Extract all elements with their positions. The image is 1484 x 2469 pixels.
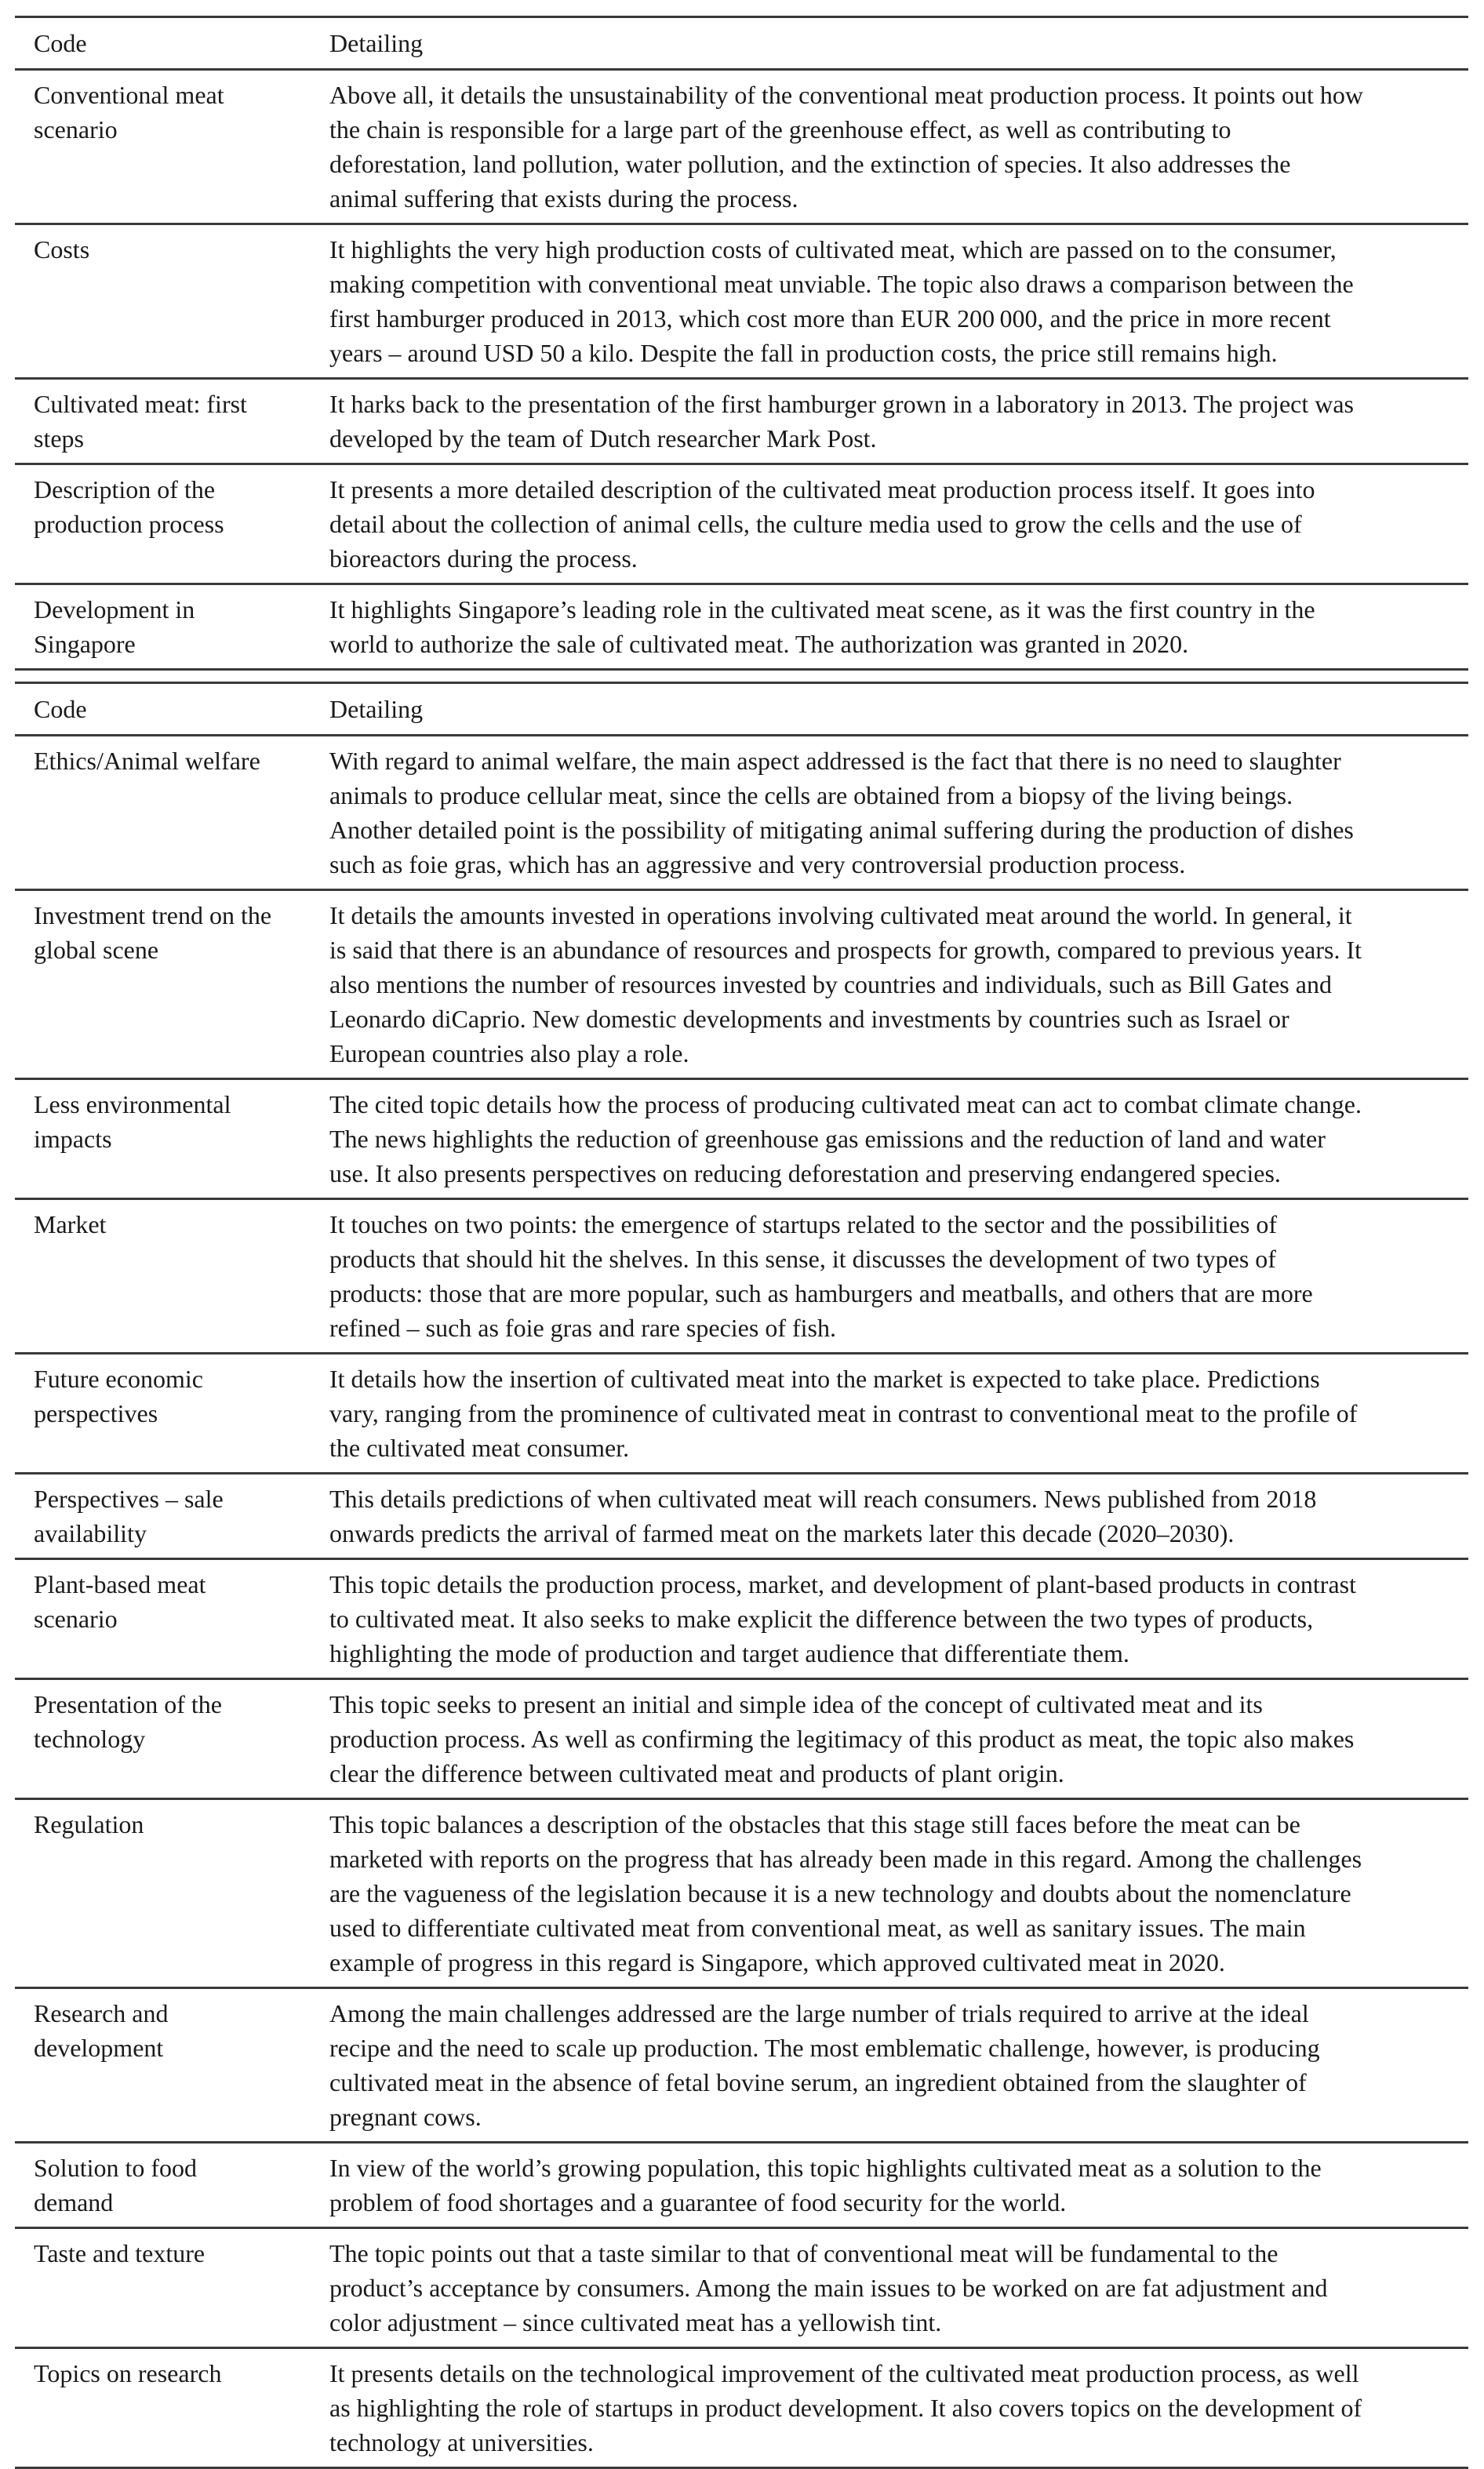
code-line: Development in	[34, 595, 195, 624]
code-cell	[15, 592, 329, 661]
code-cell	[15, 1567, 329, 1671]
code-line: perspectives	[34, 1399, 158, 1427]
code-line: Investment trend on the	[34, 901, 272, 929]
code-line: Research and	[34, 1999, 169, 2027]
table-row	[15, 1472, 1468, 1558]
detailing-line: recipe and the need to scale up production. The most emblematic challenge, however, is producing	[329, 2034, 1320, 2062]
detailing-cell	[329, 2151, 1468, 2220]
code-line: Description of the	[34, 475, 216, 504]
detailing-line: It harks back to the presentation of the first hamburger grown in a laboratory in 2013. The project was	[329, 390, 1354, 418]
detailing-cell	[329, 1807, 1468, 1980]
code-line: Singapore	[34, 630, 136, 658]
detailing-line: refined – such as foie gras and rare species of fish.	[329, 1314, 836, 1342]
table-row	[15, 889, 1468, 1078]
code-cell	[15, 1207, 329, 1345]
code-line: Plant-based meat	[34, 1570, 206, 1598]
table-row	[15, 2141, 1468, 2227]
code-cell	[15, 1996, 329, 2134]
detailing-line: cultivated meat in the absence of fetal bovine serum, an ingredient obtained from the slaughter of	[329, 2068, 1307, 2096]
code-line: scenario	[34, 115, 118, 144]
code-line: development	[34, 2034, 164, 2062]
detailing-line: production process. As well as confirming the legitimacy of this product as meat, the topic also makes	[329, 1725, 1355, 1753]
detailing-cell	[329, 232, 1468, 370]
table-row	[15, 1798, 1468, 1987]
detailing-line: to cultivated meat. It also seeks to make explicit the difference between the two types of products,	[329, 1605, 1314, 1633]
table-row	[15, 1987, 1468, 2141]
code-line: Cultivated meat: first	[34, 390, 247, 418]
code-cell	[15, 2356, 329, 2460]
code-line: Conventional meat	[34, 81, 224, 109]
table-row	[15, 463, 1468, 583]
detailing-line: is said that there is an abundance of resources and prospects for growth, compared to previous years. It	[329, 936, 1362, 964]
detailing-cell	[329, 898, 1468, 1071]
detailing-line: This topic seeks to present an initial and simple idea of the concept of cultivated meat and its	[329, 1690, 1263, 1718]
code-line: Market	[34, 1210, 107, 1238]
detailing-line: This details predictions of when cultivated meat will reach consumers. News published from 2018	[329, 1485, 1317, 1513]
detailing-line: European countries also play a role.	[329, 1039, 689, 1067]
detailing-line: It touches on two points: the emergence of startups related to the sector and the possibilities of	[329, 1210, 1277, 1238]
detailing-line: marketed with reports on the progress that has already been made in this regard. Among the challenges	[329, 1845, 1362, 1873]
detailing-line: It highlights the very high production costs of cultivated meat, which are passed on to the consumer,	[329, 235, 1337, 264]
detailing-line: used to differentiate cultivated meat from conventional meat, as well as sanitary issues. The main	[329, 1914, 1306, 1942]
code-cell	[15, 1362, 329, 1465]
code-line: Perspectives – sale	[34, 1485, 224, 1513]
detailing-line: It highlights Singapore’s leading role in the cultivated meat scene, as it was the first country in the	[329, 595, 1315, 624]
detailing-cell	[329, 1567, 1468, 1671]
detailing-cell	[329, 472, 1468, 576]
detailing-line: world to authorize the sale of cultivated meat. The authorization was granted in 2020.	[329, 630, 1189, 658]
detailing-line: The cited topic details how the process of producing cultivated meat can act to combat climate change.	[329, 1090, 1362, 1118]
code-cell	[15, 232, 329, 370]
code-cell	[15, 1687, 329, 1791]
table-row	[15, 377, 1468, 463]
detailing-line: It presents a more detailed description of the cultivated meat production process itself. It goes into	[329, 475, 1315, 504]
detailing-line: deforestation, land pollution, water pollution, and the extinction of species. It also addresses the	[329, 150, 1291, 178]
detailing-line: In view of the world’s growing population, this topic highlights cultivated meat as a solution to the	[329, 2154, 1322, 2182]
code-line: scenario	[34, 1605, 118, 1633]
code-cell	[15, 78, 329, 216]
column-header-code: Code	[34, 29, 87, 57]
detailing-line: With regard to animal welfare, the main aspect addressed is the fact that there is no need to slaughter	[329, 747, 1341, 775]
detailing-cell	[329, 78, 1468, 216]
detailing-line: vary, ranging from the prominence of cultivated meat in contrast to conventional meat to the profile of	[329, 1399, 1358, 1427]
detailing-line: It details how the insertion of cultivated meat into the market is expected to take place. Predictions	[329, 1365, 1320, 1393]
detailing-cell	[329, 744, 1468, 882]
detailing-line: first hamburger produced in 2013, which cost more than EUR 200 000, and the price in more recent	[329, 304, 1331, 333]
detailing-line: product’s acceptance by consumers. Among the main issues to be worked on are fat adjustment and	[329, 2274, 1328, 2302]
code-line: Costs	[34, 235, 90, 264]
detailing-line: Among the main challenges addressed are the large number of trials required to arrive at the ideal	[329, 1999, 1309, 2027]
detailing-cell	[329, 1687, 1468, 1791]
code-cell	[15, 387, 329, 456]
detailing-line: Leonardo diCaprio. New domestic developments and investments by countries such as Israel or	[329, 1005, 1289, 1033]
detailing-line: It details the amounts invested in operations involving cultivated meat around the world. In general, it	[329, 901, 1352, 929]
detailing-cell	[329, 2356, 1468, 2460]
detailing-line: such as foie gras, which has an aggressive and very controversial production process.	[329, 850, 1186, 878]
code-line: Less environmental	[34, 1090, 231, 1118]
table-row	[15, 583, 1468, 668]
code-cell	[15, 1482, 329, 1551]
code-line: demand	[34, 2188, 114, 2216]
detailing-line: It presents details on the technological improvement of the cultivated meat production process, as well	[329, 2359, 1359, 2387]
code-line: Future economic	[34, 1365, 203, 1393]
detailing-cell	[329, 2236, 1468, 2340]
code-line: Regulation	[34, 1810, 144, 1838]
code-cell	[15, 2151, 329, 2220]
detailing-line: problem of food shortages and a guarantee of food security for the world.	[329, 2188, 1067, 2216]
detailing-line: products that should hit the shelves. In this sense, it discusses the development of two types of	[329, 1245, 1276, 1273]
detailing-line: highlighting the mode of production and target audience that differentiate them.	[329, 1639, 1129, 1667]
detailing-line: animals to produce cellular meat, since the cells are obtained from a biopsy of the living beings.	[329, 781, 1293, 809]
detailing-line: the chain is responsible for a large part of the greenhouse effect, as well as contributing to	[329, 115, 1231, 144]
detailing-line: Above all, it details the unsustainability of the conventional meat production process. It points out how	[329, 81, 1363, 109]
detailing-line: use. It also presents perspectives on reducing deforestation and preserving endangered species.	[329, 1159, 1281, 1187]
detailing-line: as highlighting the role of startups in product development. It also covers topics on the development of	[329, 2394, 1362, 2422]
detailing-cell	[329, 1207, 1468, 1345]
detailing-line: developed by the team of Dutch researcher Mark Post.	[329, 424, 877, 453]
detailing-cell	[329, 1362, 1468, 1465]
table-row	[15, 734, 1468, 889]
column-header-code: Code	[34, 695, 87, 723]
code-line: global scene	[34, 936, 159, 964]
detailing-line: technology at universities.	[329, 2428, 594, 2456]
table-header-row	[15, 18, 1468, 68]
detailing-line: products: those that are more popular, such as hamburgers and meatballs, and others that are more	[329, 1279, 1313, 1307]
code-line: production process	[34, 510, 224, 538]
table-row	[15, 1352, 1468, 1472]
code-line: Solution to food	[34, 2154, 198, 2182]
detailing-line: color adjustment – since cultivated meat has a yellowish tint.	[329, 2308, 942, 2336]
column-header-detailing: Detailing	[329, 29, 424, 57]
detailing-line: clear the difference between cultivated meat and products of plant origin.	[329, 1759, 1064, 1787]
code-cell	[15, 898, 329, 1071]
detailing-line: animal suffering that exists during the process.	[329, 184, 798, 213]
table-row	[15, 1558, 1468, 1678]
document-page	[15, 16, 1468, 2469]
code-line: impacts	[34, 1125, 112, 1153]
detailing-line: example of progress in this regard is Singapore, which approved cultivated meat in 2020.	[329, 1948, 1225, 1976]
table-row	[15, 1678, 1468, 1798]
detailing-line: The news highlights the reduction of greenhouse gas emissions and the reduction of land and water	[329, 1125, 1326, 1153]
detailing-line: This topic balances a description of the obstacles that this stage still faces before the meat can be	[329, 1810, 1300, 1838]
detailing-line: This topic details the production process, market, and development of plant-based products in contrast	[329, 1570, 1356, 1598]
table-row	[15, 1078, 1468, 1198]
code-cell	[15, 744, 329, 882]
detailing-cell	[329, 1996, 1468, 2134]
detailing-line: years – around USD 50 a kilo. Despite the fall in production costs, the price still remains high.	[329, 339, 1278, 367]
table-row	[15, 2347, 1468, 2467]
table-row	[15, 2227, 1468, 2347]
code-line: availability	[34, 1519, 147, 1547]
detailing-line: the cultivated meat consumer.	[329, 1434, 630, 1462]
detailing-cell	[329, 387, 1468, 456]
code-line: Presentation of the	[34, 1690, 222, 1718]
detailing-line: are the vagueness of the legislation because it is a new technology and doubts about the nomenclature	[329, 1879, 1351, 1907]
detailing-line: making competition with conventional meat unviable. The topic also draws a comparison between the	[329, 270, 1354, 298]
code-cell	[15, 472, 329, 576]
detailing-line: Another detailed point is the possibility of mitigating animal suffering during the production of dishes	[329, 816, 1354, 844]
detailing-line: detail about the collection of animal cells, the culture media used to grow the cells and the use of	[329, 510, 1302, 538]
detailing-line: bioreactors during the process.	[329, 544, 638, 573]
table-header-row	[15, 684, 1468, 734]
code-line: steps	[34, 424, 84, 453]
table-section-1	[15, 16, 1468, 671]
detailing-line: The topic points out that a taste similar to that of conventional meat will be fundamental to the	[329, 2239, 1278, 2267]
code-cell	[15, 1807, 329, 1980]
table-row	[15, 223, 1468, 377]
code-line: technology	[34, 1725, 146, 1753]
detailing-cell	[329, 592, 1468, 661]
table-section-2	[15, 682, 1468, 2469]
detailing-cell	[329, 1087, 1468, 1191]
code-cell	[15, 1087, 329, 1191]
detailing-line: onwards predicts the arrival of farmed meat on the markets later this decade (2020–2030).	[329, 1519, 1235, 1547]
code-line: Taste and texture	[34, 2239, 206, 2267]
table-row	[15, 1198, 1468, 1352]
detailing-cell	[329, 1482, 1468, 1551]
table-row	[15, 68, 1468, 223]
detailing-line: also mentions the number of resources invested by countries and individuals, such as Bill Gates and	[329, 970, 1332, 998]
code-line: Topics on research	[34, 2359, 222, 2387]
detailing-line: pregnant cows.	[329, 2103, 482, 2131]
code-cell	[15, 2236, 329, 2340]
column-header-detailing: Detailing	[329, 695, 424, 723]
code-line: Ethics/Animal welfare	[34, 747, 260, 775]
